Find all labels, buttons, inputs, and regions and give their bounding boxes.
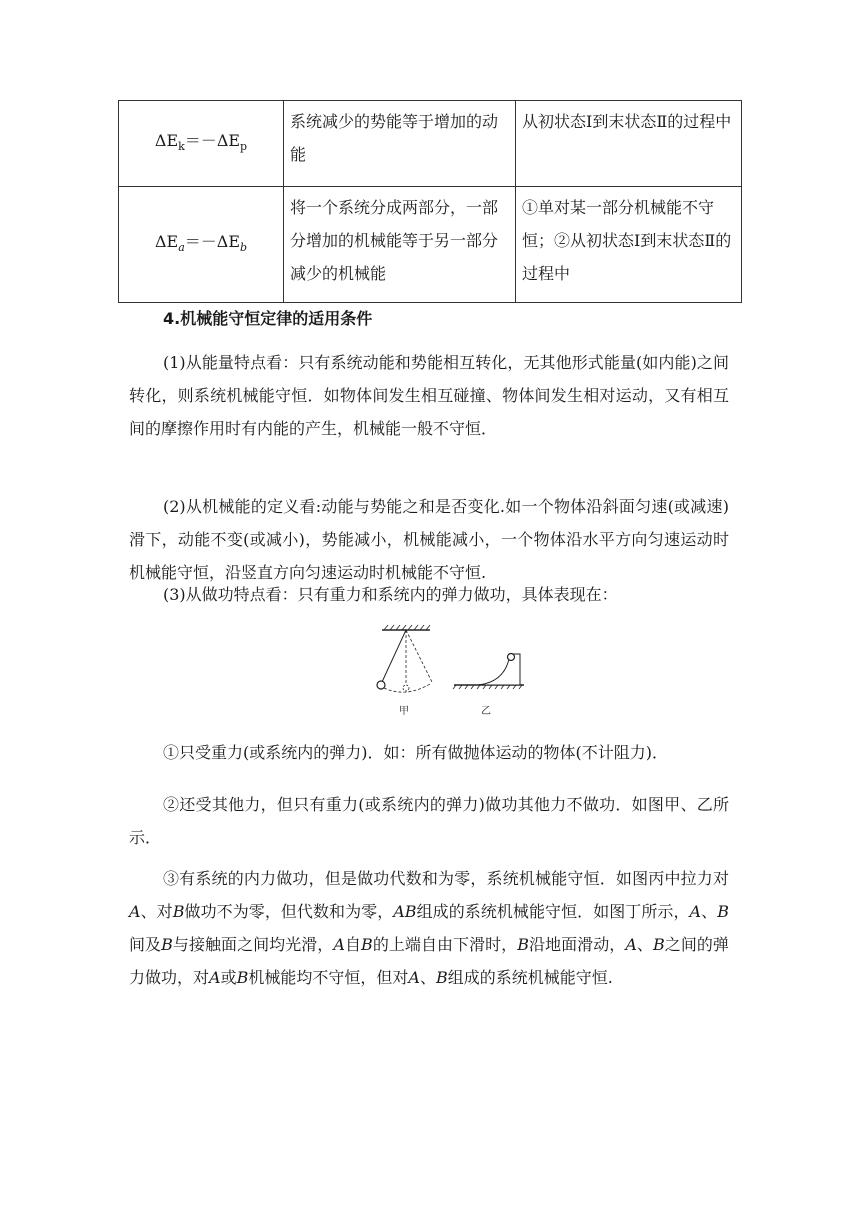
paragraph-internal-forces: ③有系统的内力做功，但是做功代数和为零，系统机械能守恒．如图丙中拉力对A、对B做功不为零，但代数和为零，AB组成的系统机械能守恒．如图丁所示，A、B间及B与接触面之间均光滑，A自B的上端自由下滑时，B沿地面滑动，A、B之间的弹力做功，对A或B机械能均不守恒，但对A、B组成的系统机械能守恒. [129,869,729,987]
paragraph-other-forces: ②还受其他力，但只有重力(或系统内的弹力)做功其他力不做功．如图甲、乙所示． [129,795,729,847]
paragraph-work: (3)从做功特点看：只有重力和系统内的弹力做功，具体表现在： [163,585,618,604]
figure-label-b: 乙 [481,706,491,717]
paragraph-gravity-only: ①只受重力(或系统内的弹力)．如：所有做抛体运动的物体(不计阻力)． [163,743,668,762]
paragraph-definition: (2)从机械能的定义看:动能与势能之和是否变化.如一个物体沿斜面匀速(或减速)滑下，动能不变(或减小)，势能减小，机械能减小，一个物体沿水平方向匀速运动时机械能守恒，沿竖直方向匀速运动时机械能不守恒. [129,497,729,582]
meaning-cell: 系统减少的势能等于增加的动能 [284,101,516,187]
formula-table [118,100,742,303]
condition-cell: ①单对某一部分机械能不守恒；②从初状态Ⅰ到末状态Ⅱ的过程中 [516,187,742,303]
pendulum-and-ramp-figure [360,622,530,718]
figure-label-a: 甲 [399,706,409,717]
condition-cell: 从初状态Ⅰ到末状态Ⅱ的过程中 [516,101,742,187]
meaning-cell: 将一个系统分成两部分，一部分增加的机械能等于另一部分减少的机械能 [284,187,516,303]
table-row [119,187,742,303]
formula-cell: $\Delta E_a=-\Delta E_b$ [119,187,284,303]
formula-cell: $\Delta E_k=-\Delta E_p$ [119,101,284,187]
paragraph-energy: (1)从能量特点看：只有系统动能和势能相互转化，无其他形式能量(如内能)之间转化，则系统机械能守恒．如物体间发生相互碰撞、物体间发生相对运动，又有相互间的摩擦作用时有内能的产生，机械能一般不守恒． [129,353,729,438]
section-heading: 4.机械能守恒定律的适用条件 [163,309,373,328]
pendulum-diagram [377,625,432,692]
table-row [119,101,742,187]
ramp-diagram [453,654,524,690]
